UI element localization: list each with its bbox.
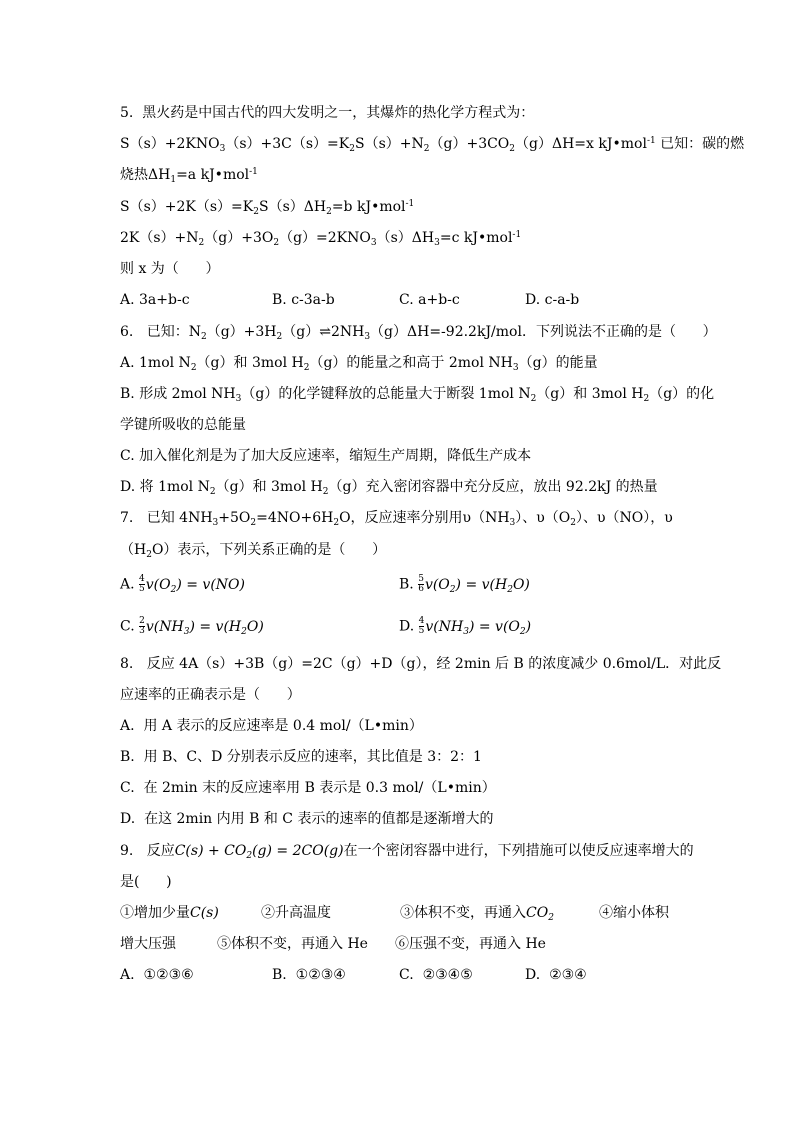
q8-option-a[interactable]: A. 用 A 表示的反应速率是 0.4 mol/（L•min） [120,718,423,734]
q5-option-c[interactable]: C. a+b-c [399,292,460,308]
q9-measure-2: ②升高温度 [261,905,331,921]
q6-option-b-cont: 学键所吸收的总能量 [120,417,246,433]
q8-option-b[interactable]: B. 用 B、C、D 分别表示反应的速率，其比值是 3：2：1 [120,749,482,765]
q8-option-d[interactable]: D. 在这 2min 内用 B 和 C 表示的速率的值都是逐渐增大的 [120,811,494,827]
q6-option-c[interactable]: C. 加入催化剂是为了加大反应速率，缩短生产周期，降低生产成本 [120,448,532,464]
q9-option-b[interactable]: B. ①②③④ [272,967,346,983]
q5-equation-main: $S(s)+2KNO_3(s)+3C(s)=K_2S(s)+N_2(g)+3CO_2(g)\Delta H=x$ kJ•mol$^{-1}$ 已知：碳的燃 [120,136,745,154]
q9-option-c[interactable]: C. ②③④⑤ [399,967,473,983]
q5-stem: 5. 黑火药是中国古代的四大发明之一，其爆炸的热化学方程式为： [120,105,535,121]
fraction: $\frac{4}{5}$ [139,574,145,594]
q7-stem: 7. 已知 $4NH_3+5O_2=4NO+6H_2O$，反应速率分别用$\upsilon(NH_3)$、$\upsilon(O_2)$、υ（NO），υ [120,510,673,528]
q5-equation-carbon: 烧热$\Delta H_1=a$ kJ•mol$^{-1}$ [120,167,258,185]
q9-option-a[interactable]: A. ①②③⑥ [120,967,194,983]
q9-measure-3: ③体积不变，再通入$CO_2$ [400,905,554,923]
q6-option-b[interactable]: B. 形成 2mol $NH_3(g)$的化学键释放的总能量大于断裂 1mol $N_2(g)$和 3mol $H_2(g)$的化 [120,386,715,404]
q5-option-a[interactable]: A. 3a+b-c [120,292,190,308]
q9-stem-cont: 是( ) [120,874,172,890]
q8-stem: 8. 反应 4A（s）+3B（g）=2C（g）+D（g），经 2min 后 B 的浓度减少 0.6mol/L．对此反 [120,656,722,672]
q9-measure-4-cont: 增大压强 [120,936,176,952]
q5-equation-kno3: $2K(s)+N_2(g)+3O_2(g)=2KNO_3(s)\Delta H_3=c$ kJ•mol$^{-1}$ [120,230,522,248]
q9-stem: 9. 反应$C(s) + CO_2(g) = 2CO(g)$在一个密闭容器中进行，下列措施可以使反应速率增大的 [120,843,694,861]
q9-measure-5: ⑤体积不变，再通入 He [217,936,368,952]
q9-measure-1: ①增加少量C(s) [120,905,219,921]
q9-measure-4: ④缩小体积 [599,905,669,921]
q5-equation-k2s: $S(s)+2K(s)=K_2S(s)\Delta H_2=b$ kJ•mol$^{-1}$ [120,199,415,217]
q8-option-c[interactable]: C. 在 2min 末的反应速率用 B 表示是 0.3 mol/（L•min） [120,780,496,796]
q6-option-a[interactable]: A. 1mol $N_2(g)$和 3mol $H_2(g)$的能量之和高于 2mol $NH_3(g)$的能量 [120,355,598,373]
fraction: $\frac{2}{3}$ [139,616,145,636]
q7-stem-cont: $(H_2O)$表示，下列关系正确的是（ ） [120,542,387,560]
q5-ask: 则 x 为（ ） [120,261,220,277]
q8-stem-cont: 应速率的正确表示是（ ） [120,687,301,703]
q6-option-d[interactable]: D. 将 1mol $N_2(g)$和 3mol $H_2(g)$充入密闭容器中充分反应，放出 92.2kJ 的热量 [120,479,658,497]
q9-option-d[interactable]: D. ②③④ [525,967,587,983]
q5-option-d[interactable]: D. c-a-b [525,292,580,308]
q7-option-a[interactable]: A. $\frac{4}{5}$ $v(O_2) = v(NO)$ [120,574,245,595]
fraction: $\frac{4}{5}$ [418,616,425,636]
q5-option-b[interactable]: B. c-3a-b [272,292,335,308]
q9-measure-6: ⑥压强不变，再通入 He [395,936,546,952]
q7-option-b[interactable]: B. $\frac{5}{6}$ $v(O_2) = v(H_2O)$ [399,574,530,595]
q6-stem: 6. 已知：$N_2(g)+3H_2(g)\rightleftharpoons 2NH_3(g)\Delta H=-92.2kJ$/mol．下列说法不正确的是（ ） [120,324,717,342]
fraction: $\frac{5}{6}$ [418,574,424,594]
q7-option-d[interactable]: D. $\frac{4}{5}$ $v(NH_3) = v(O_2)$ [399,616,532,637]
q7-option-c[interactable]: C. $\frac{2}{3}$ $v(NH_3) = v(H_2O)$ [120,616,264,637]
